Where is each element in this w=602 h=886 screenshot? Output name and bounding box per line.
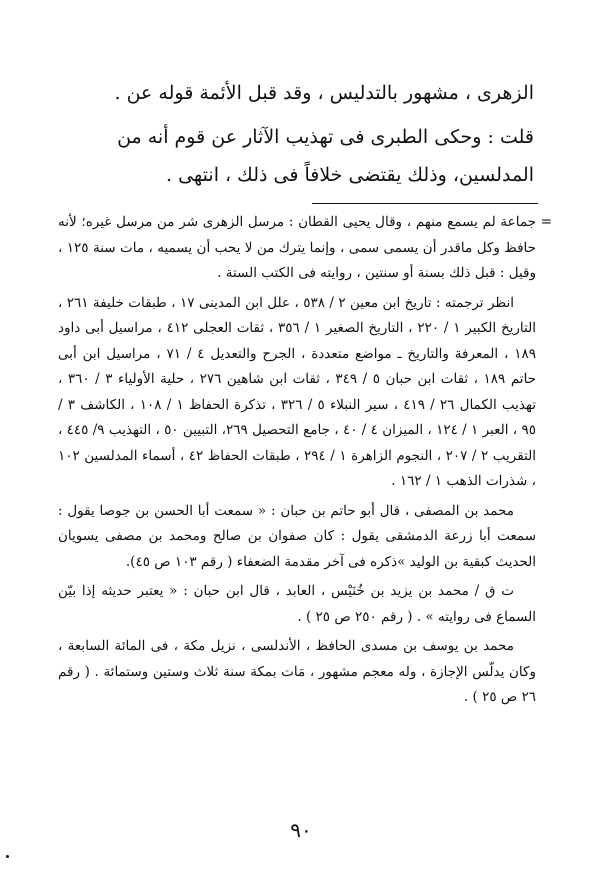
footnote-paragraph: انظر ترجمته : تاريخ ابن معين ٢ / ٥٣٨ ، علل ابن المدينى ١٧ ، طبقات خليفة ٢٦١ ، التاريخ الكبير ١ / ٢٢٠ ، التاريخ الصغير ١ / ٣٥٦ ، ثقات العجلى ٤١٢ ، مراسيل أبى داود ١٨٩ ، المعرفة والتاريخ ـ مواضع متعددة ، الجرح والتعديل ٤ / ٧١ ، مراسيل ابن أبى حاتم ١٨٩ ، ثقات ابن حبان ٥ / ٣٤٩ ، ثقات ابن شاهين ٢٧٦ ، حلية الأولياء ٣ / ٣٦٠ ، تهذيب الكمال ٢٦ / ٤١٩ ، سير النبلاء ٥ / ٣٢٦ ، تذكرة الحفاظ ١ / ١٠٨ ، الكاشف ٣ / ٩٥ ، العبر ١ / ١٢٤ ، الميزان ٤ / ٤٠ ، جامع التحصيل ٢٦٩، التبيين ٥٠ ، التهذيب ٩/ ٤٤٥ ، التقريب ٢ / ٢٠٧ ، النجوم الزاهرة ١ / ٢٩٤ ، طبقات الحفاظ ٤٢ ، أسماء المدلسين ١٠٢ ، شذرات الذهب ١ / ١٦٢ . xyxy=(58,294,537,489)
main-paragraph-2: قلت : وحكى الطبرى فى تهذيب الآثار عن قوم أنه من المدلسين، وذلك يقتضى خلافاً فى ذلك ، انتهى . xyxy=(117,126,534,186)
footnote-paragraph: ت ق / محمد بن يزيد بن خُنَيْس ، العابد ، قال ابن حبان : « يعتبر حديثه إذا بيّن السماع فى روايته » . ( رقم ٢٥٠ ص ٢٥ ) . xyxy=(58,583,536,625)
scan-speck xyxy=(6,855,9,858)
footnote-divider xyxy=(312,203,538,204)
footnote-continuation xyxy=(58,210,552,287)
footnotes xyxy=(58,210,552,715)
continuation-marker: = xyxy=(540,214,552,230)
footnote-paragraph: محمد بن المصفى ، قال أبو حاتم بن حبان : « سمعت أبا الحسن بن جوصا يقول : سمعت أبا زرعة الدمشقى يقول : كان صفوان بن صالح ومحمد بن مصفى يسويان الحديث كبقية بن الوليد »ذكره فى آخر مقدمة الضعفاء ( رقم ١٠٣ ص ٤٥). xyxy=(58,502,536,570)
footnote-paragraph: محمد بن يوسف بن مسدى الحافظ ، الأندلسى ، نزيل مكة ، فى المائة السابعة ، وكان يدلّس الإجازة ، وله معجم مشهور ، مَات بمكة سنة ثلاث وستين وستمائة . ( رقم ٢٦ ص ٢٥ ) . xyxy=(58,638,536,705)
main-paragraph-1: الزهرى ، مشهور بالتدليس ، وقد قبل الأئمة قوله عن . xyxy=(114,82,534,104)
page-number: ٩٠ xyxy=(290,818,312,842)
main-text xyxy=(68,74,534,194)
footnote-text: جماعة لم يسمع منهم ، وقال يحيى القطان : مرسل الزهرى شر من مرسل غيره؛ لأنه حافظ وكل ماقدر أن يسمى سمى ، وإنما يترك من لا يحب أن يسميه ، مات سنة ١٢٥ ، وقيل : قبل ذلك بسنة أو سنتين ، روايته فى الكتب الستة . xyxy=(58,214,536,281)
